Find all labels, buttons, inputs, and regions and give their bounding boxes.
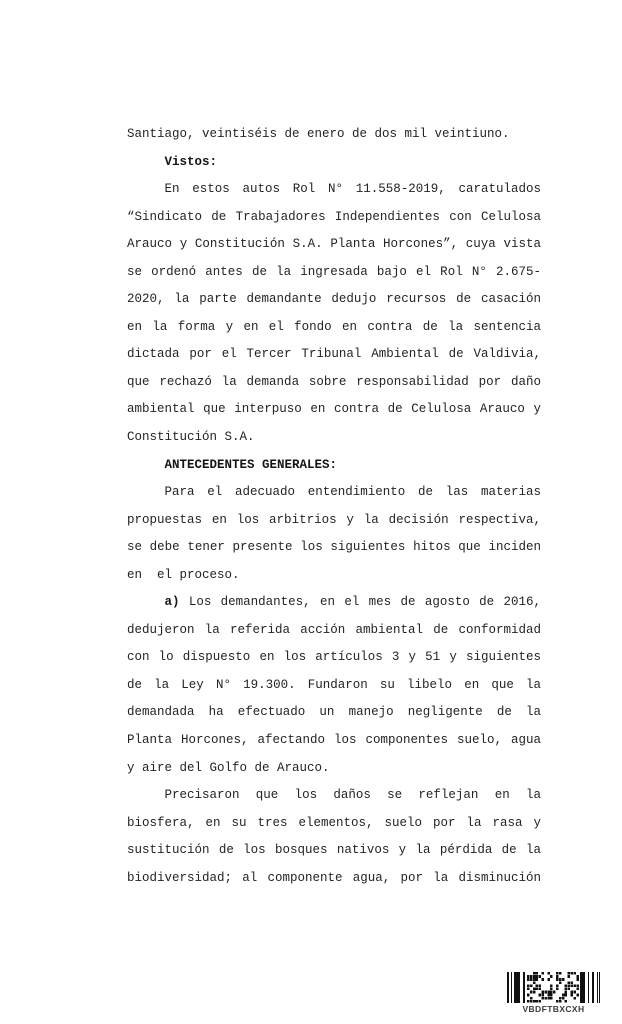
document-line	[127, 396, 541, 424]
document-line-segment: 2020, la parte demandante dedujo recursos de casación	[127, 292, 541, 307]
document-line-segment: biosfera, en su tres elementos, suelo por la rasa y	[127, 815, 541, 830]
document-body	[127, 121, 541, 892]
document-line-segment: se ordenó antes de la ingresada bajo el Rol N° 2.675-	[127, 264, 541, 279]
document-line-segment: Santiago, veintiséis de enero de dos mil veintiuno.	[127, 127, 510, 141]
document-line	[127, 727, 541, 755]
document-line	[127, 699, 541, 727]
document-line	[127, 810, 541, 838]
document-line-segment: en la forma y en el fondo en contra de la sentencia	[127, 319, 541, 334]
document-line-bold-segment: a)	[164, 595, 180, 610]
document-line	[127, 286, 541, 314]
document-line-segment: ambiental que interpuso en contra de Celulosa Arauco y	[127, 402, 541, 417]
document-line	[127, 617, 541, 645]
document-line-segment: y aire del Golfo de Arauco.	[127, 760, 330, 775]
document-line	[127, 589, 541, 617]
document-line-bold-segment: Vistos:	[164, 154, 218, 169]
document-line-segment: se debe tener presente los siguientes hitos que inciden	[127, 540, 541, 555]
document-line	[127, 507, 541, 535]
document-line-bold-segment: ANTECEDENTES GENERALES:	[164, 457, 338, 472]
document-line-segment: En estos autos Rol N° 11.558-2019, caratulados	[164, 182, 541, 197]
document-line-segment: demandada ha efectuado un manejo negligente de la	[127, 705, 541, 720]
document-line	[127, 259, 541, 287]
document-line	[127, 231, 541, 259]
document-line	[127, 672, 541, 700]
document-line	[127, 562, 541, 590]
document-line-segment: Los demandantes, en el mes de agosto de 2016,	[179, 595, 541, 610]
document-line-segment: sustitución de los bosques nativos y la pérdida de la	[127, 843, 541, 858]
document-line	[127, 176, 541, 204]
document-line-segment: dictada por el Tercer Tribunal Ambiental de Valdivia,	[127, 347, 541, 362]
document-line-segment: Para el adecuado entendimiento de las materias	[164, 485, 541, 500]
document-line	[127, 424, 541, 452]
document-line-segment: “Sindicato de Trabajadores Independientes con Celulosa	[127, 209, 541, 224]
document-line	[127, 204, 541, 232]
document-line	[127, 755, 541, 783]
document-line-segment: en el proceso.	[127, 567, 240, 582]
document-line	[127, 837, 541, 865]
barcode-image	[507, 972, 600, 1003]
document-line	[127, 314, 541, 342]
document-line	[127, 534, 541, 562]
document-line-segment: dedujeron la referida acción ambiental de conformidad	[127, 622, 541, 637]
document-line-segment: Arauco y Constitución S.A. Planta Horcones”, cuya vista	[127, 237, 541, 252]
document-line-segment: Planta Horcones, afectando los componentes suelo, agua	[127, 733, 541, 748]
document-line	[127, 369, 541, 397]
document-line	[127, 479, 541, 507]
document-line-segment: de la Ley N° 19.300. Fundaron su libelo en que la	[127, 677, 541, 692]
document-line	[127, 121, 541, 149]
document-line-segment: Constitución S.A.	[127, 430, 255, 445]
document-line-segment: con lo dispuesto en los artículos 3 y 51 y siguientes	[127, 650, 541, 665]
document-line	[127, 341, 541, 369]
document-line	[127, 782, 541, 810]
document-line-segment: que rechazó la demanda sobre responsabilidad por daño	[127, 374, 541, 389]
document-line-segment: Precisaron que los daños se reflejan en la	[164, 788, 541, 803]
document-line-segment: propuestas en los arbitrios y la decisión respectiva,	[127, 512, 541, 527]
document-line	[127, 865, 541, 893]
document-line	[127, 644, 541, 672]
barcode	[507, 972, 600, 1014]
document-line	[127, 149, 541, 177]
document-line-segment: biodiversidad; al componente agua, por la disminución	[127, 870, 541, 885]
document-line	[127, 452, 541, 480]
barcode-caption: VBDFTBXCXH	[522, 1004, 585, 1014]
